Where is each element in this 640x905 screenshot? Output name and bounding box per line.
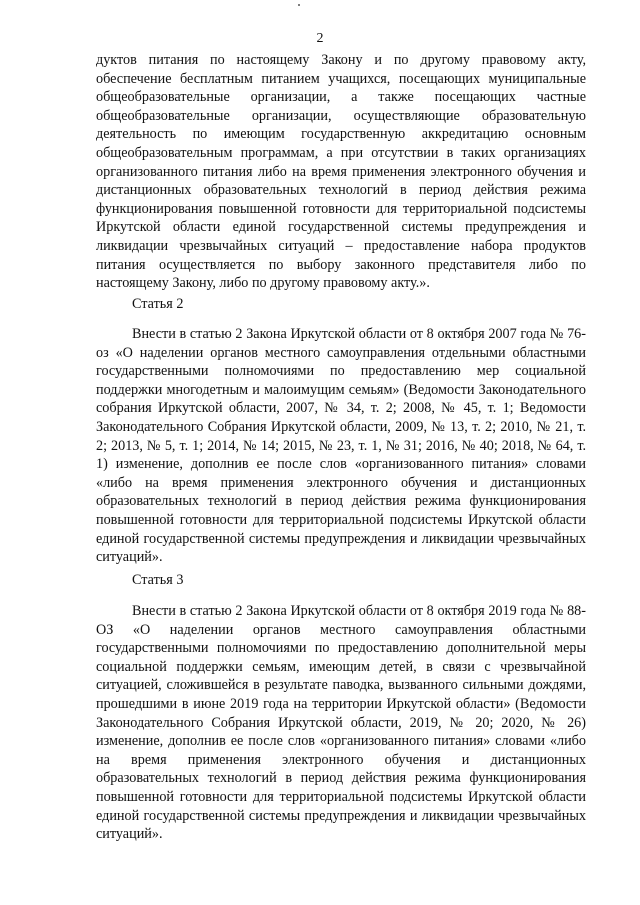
intro-paragraph: дуктов питания по настоящему Закону и по другому правовому акту, обеспечение бесплатным питанием учащихся, посещающих муниципальные общеобразовательные организации, а также посещающих частные общеобразовательные организации, осуществляющие образовательную деятельность по имеющим государственную аккредитацию основным общеобразовательным программам, а при отсутствии в таких организациях организованного питания либо на время применения электронного обучения и дистанционных образовательных технологий в период действия режима функционирования повышенной готовности для территориальной подсистемы Иркутской области единой государственной системы предупреждения и ликвидации чрезвычайных ситуаций – предоставление набора продуктов питания осуществляется по выбору законного представителя либо по настоящему Закону, либо по другому правовому акту.».	[96, 52, 586, 292]
page-number: 2	[316, 31, 324, 46]
article-2-heading: Статья 2	[132, 296, 184, 312]
article-2-paragraph: Внести в статью 2 Закона Иркутской области от 8 октября 2007 года № 76-оз «О наделении органов местного самоуправления отдельными областными государственными полномочиями по предоставлению мер социальной поддержки многодетным и малоимущим семьям» (Ведомости Законодательного собрания Иркутской области, 2007, № 34, т. 2; 2008, № 45, т. 1; Ведомости Законодательного Собрания Иркутской области, 2009, № 13, т. 2; 2010, № 21, т. 2; 2013, № 5, т. 1; 2014, № 14; 2015, № 23, т. 1, № 31; 2016, № 40; 2018, № 64, т. 1) изменение, дополнив ее после слов «организованного питания» словами «либо на время применения электронного обучения и дистанционных образовательных технологий в период действия режима функционирования повышенной готовности для территориальной подсистемы Иркутской области единой государственной системы предупреждения и ликвидации чрезвычайных ситуаций».	[96, 326, 586, 566]
article-3-heading: Статья 3	[132, 572, 184, 588]
article-3-paragraph: Внести в статью 2 Закона Иркутской области от 8 октября 2019 года № 88-ОЗ «О наделении органов местного самоуправления областными государственными полномочиями по предоставлению дополнительной меры социальной поддержки семьям, имеющим детей, в связи с чрезвычайной ситуацией, сложившейся в результате паводка, вызванного сильными дождями, прошедшими в июне 2019 года на территории Иркутской области» (Ведомости Законодательного Собрания Иркутской области, 2019, № 20; 2020, № 26) изменение, дополнив ее после слов «организованного питания» словами «либо на время применения электронного обучения и дистанционных образовательных технологий в период действия режима функционирования повышенной готовности для территориальной подсистемы Иркутской области единой государственной системы предупреждения и ликвидации чрезвычайных ситуаций».	[96, 603, 586, 843]
scan-artifact-dot	[298, 4, 300, 6]
